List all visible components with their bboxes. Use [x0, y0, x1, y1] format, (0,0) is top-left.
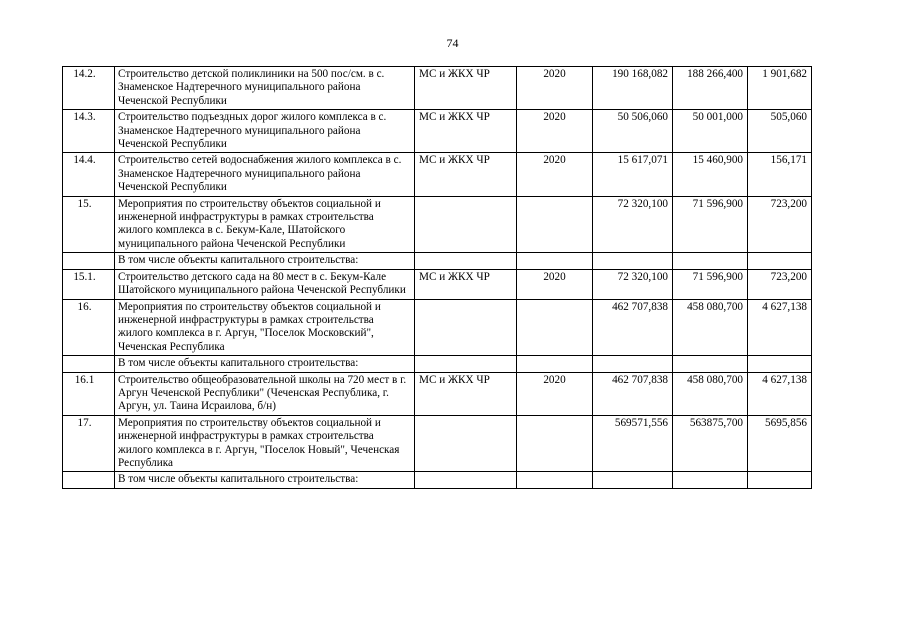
federal-amount-cell: 50 001,000	[673, 110, 748, 153]
table-row	[63, 110, 812, 153]
row-number-cell	[63, 356, 115, 372]
empty-cell	[673, 356, 748, 372]
empty-cell	[517, 472, 593, 488]
table-row	[63, 372, 812, 415]
row-number-cell: 16.	[63, 299, 115, 356]
federal-amount-cell: 458 080,700	[673, 372, 748, 415]
description-cell: Строительство детского сада на 80 мест в с. Бекум-Кале Шатойского муниципального района Чеченской Республики	[115, 269, 415, 299]
empty-cell	[593, 253, 673, 269]
year-cell: 2020	[517, 67, 593, 110]
row-number-cell: 17.	[63, 415, 115, 472]
description-cell: Строительство общеобразовательной школы на 720 мест в г. Аргун Чеченской Республики" (Чеченская Республика, г. Аргун, ул. Таина Исраилова, б/н)	[115, 372, 415, 415]
year-cell: 2020	[517, 110, 593, 153]
description-cell: Мероприятия по строительству объектов социальной и инженерной инфраструктуры в рамках строительства жилого комплекса в г. Аргун, "Поселок Новый", Чеченская Республика	[115, 415, 415, 472]
description-cell: Мероприятия по строительству объектов социальной и инженерной инфраструктуры в рамках строительства жилого комплекса в г. Аргун, "Поселок Московский", Чеченская Республика	[115, 299, 415, 356]
subheader-row	[63, 253, 812, 269]
executor-cell: МС и ЖКХ ЧР	[415, 372, 517, 415]
executor-cell	[415, 196, 517, 253]
total-amount-cell: 462 707,838	[593, 372, 673, 415]
subheader-text: В том числе объекты капитального строительства:	[115, 253, 415, 269]
subheader-row	[63, 356, 812, 372]
table-row	[63, 153, 812, 196]
table-row	[63, 415, 812, 472]
federal-amount-cell: 188 266,400	[673, 67, 748, 110]
regional-amount-cell: 723,200	[748, 196, 812, 253]
empty-cell	[415, 253, 517, 269]
year-cell	[517, 196, 593, 253]
executor-cell	[415, 415, 517, 472]
total-amount-cell: 72 320,100	[593, 269, 673, 299]
federal-amount-cell: 15 460,900	[673, 153, 748, 196]
empty-cell	[748, 472, 812, 488]
total-amount-cell: 72 320,100	[593, 196, 673, 253]
row-number-cell: 15.1.	[63, 269, 115, 299]
description-cell: Мероприятия по строительству объектов социальной и инженерной инфраструктуры в рамках строительства жилого комплекса в с. Бекум-Кале, Шатойского муниципального района Чеченской Республики	[115, 196, 415, 253]
total-amount-cell: 15 617,071	[593, 153, 673, 196]
subheader-text: В том числе объекты капитального строительства:	[115, 472, 415, 488]
regional-amount-cell: 723,200	[748, 269, 812, 299]
total-amount-cell: 50 506,060	[593, 110, 673, 153]
year-cell: 2020	[517, 269, 593, 299]
table-row	[63, 196, 812, 253]
executor-cell	[415, 299, 517, 356]
row-number-cell: 14.4.	[63, 153, 115, 196]
executor-cell: МС и ЖКХ ЧР	[415, 110, 517, 153]
description-cell: Строительство сетей водоснабжения жилого комплекса в с. Знаменское Надтеречного муниципального района Чеченской Республики	[115, 153, 415, 196]
regional-amount-cell: 505,060	[748, 110, 812, 153]
empty-cell	[415, 356, 517, 372]
table-body	[63, 67, 812, 489]
subheader-row	[63, 472, 812, 488]
year-cell	[517, 299, 593, 356]
empty-cell	[748, 356, 812, 372]
executor-cell: МС и ЖКХ ЧР	[415, 153, 517, 196]
year-cell: 2020	[517, 372, 593, 415]
row-number-cell: 15.	[63, 196, 115, 253]
regional-amount-cell: 4 627,138	[748, 299, 812, 356]
federal-amount-cell: 71 596,900	[673, 196, 748, 253]
page-number: 74	[446, 36, 459, 50]
empty-cell	[748, 253, 812, 269]
row-number-cell: 14.3.	[63, 110, 115, 153]
federal-amount-cell: 458 080,700	[673, 299, 748, 356]
row-number-cell: 14.2.	[63, 67, 115, 110]
total-amount-cell: 569571,556	[593, 415, 673, 472]
federal-amount-cell: 71 596,900	[673, 269, 748, 299]
row-number-cell: 16.1	[63, 372, 115, 415]
table-row	[63, 67, 812, 110]
empty-cell	[593, 472, 673, 488]
empty-cell	[673, 472, 748, 488]
description-cell: Строительство детской поликлиники на 500 пос/см. в с. Знаменское Надтеречного муниципального района Чеченской Республики	[115, 67, 415, 110]
executor-cell: МС и ЖКХ ЧР	[415, 67, 517, 110]
description-cell: Строительство подъездных дорог жилого комплекса в с. Знаменское Надтеречного муниципального района Чеченской Республики	[115, 110, 415, 153]
table-row	[63, 269, 812, 299]
total-amount-cell: 462 707,838	[593, 299, 673, 356]
table-row	[63, 299, 812, 356]
regional-amount-cell: 4 627,138	[748, 372, 812, 415]
investment-table	[62, 66, 812, 489]
empty-cell	[415, 472, 517, 488]
year-cell: 2020	[517, 153, 593, 196]
regional-amount-cell: 156,171	[748, 153, 812, 196]
empty-cell	[673, 253, 748, 269]
empty-cell	[517, 356, 593, 372]
row-number-cell	[63, 253, 115, 269]
regional-amount-cell: 1 901,682	[748, 67, 812, 110]
empty-cell	[517, 253, 593, 269]
subheader-text: В том числе объекты капитального строительства:	[115, 356, 415, 372]
year-cell	[517, 415, 593, 472]
regional-amount-cell: 5695,856	[748, 415, 812, 472]
total-amount-cell: 190 168,082	[593, 67, 673, 110]
row-number-cell	[63, 472, 115, 488]
federal-amount-cell: 563875,700	[673, 415, 748, 472]
empty-cell	[593, 356, 673, 372]
executor-cell: МС и ЖКХ ЧР	[415, 269, 517, 299]
